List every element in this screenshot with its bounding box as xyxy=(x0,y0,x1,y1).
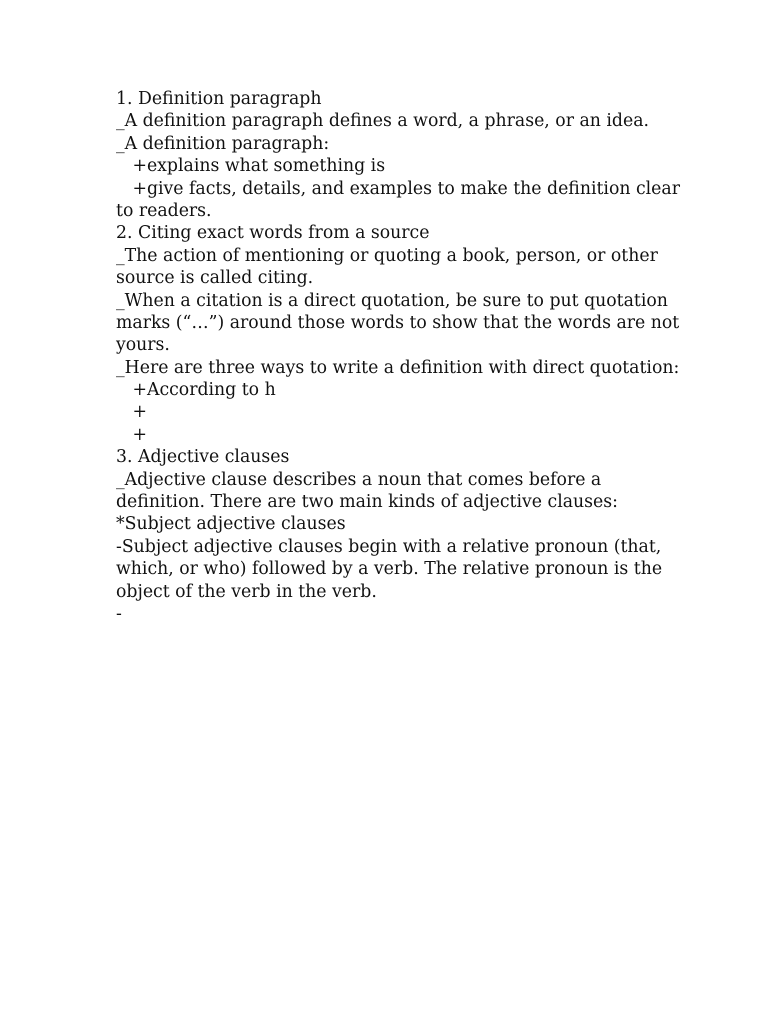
section-heading-citing: 2. Citing exact words from a source xyxy=(116,223,430,244)
text-line: _Here are three ways to write a definition with direct quotation: xyxy=(116,357,680,378)
text-line: object of the verb in the verb. xyxy=(116,581,377,602)
bullet-line: + xyxy=(116,424,147,445)
text-line: -Subject adjective clauses begin with a relative pronoun (that, xyxy=(116,536,662,557)
text-line: _Adjective clause describes a noun that comes before a xyxy=(116,469,602,490)
document-body xyxy=(116,88,680,625)
bullet-line: +give facts, details, and examples to make the definition clear xyxy=(116,178,680,199)
bullet-line: +explains what something is xyxy=(116,156,386,177)
text-line: - xyxy=(116,603,122,624)
text-line: to readers. xyxy=(116,200,212,221)
text-line: definition. There are two main kinds of adjective clauses: xyxy=(116,492,618,513)
subheading-line: *Subject adjective clauses xyxy=(116,514,346,535)
text-line: which, or who) followed by a verb. The relative pronoun is the xyxy=(116,559,663,580)
text-line: _A definition paragraph: xyxy=(116,133,330,154)
section-heading-definition-paragraph: 1. Definition paragraph xyxy=(116,89,322,109)
text-line: yours. xyxy=(116,335,170,356)
text-line: _A definition paragraph defines a word, a phrase, or an idea. xyxy=(116,111,649,132)
section-heading-adjective-clauses: 3. Adjective clauses xyxy=(116,447,290,468)
text-line: source is called citing. xyxy=(116,268,314,289)
text-line: marks (“…”) around those words to show that the words are not xyxy=(116,312,680,333)
text-line: _When a citation is a direct quotation, be sure to put quotation xyxy=(116,290,668,311)
bullet-line: + xyxy=(116,402,147,423)
bullet-line: +According to h xyxy=(116,380,276,401)
text-line: _The action of mentioning or quoting a book, person, or other xyxy=(116,245,658,266)
